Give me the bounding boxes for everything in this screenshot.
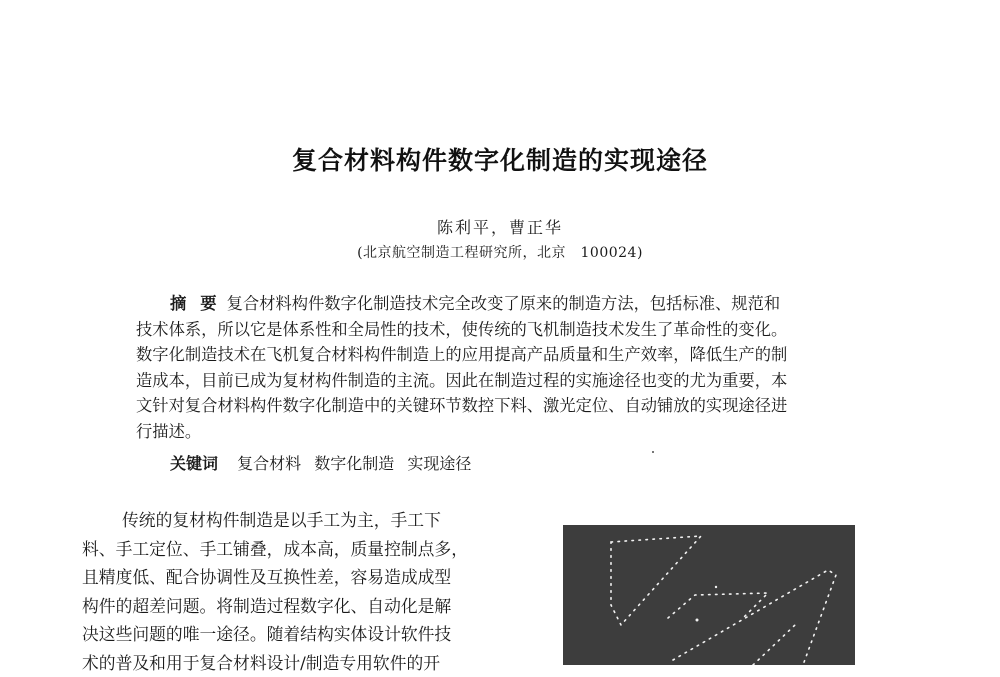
abstract-line-1: 摘要复合材料构件数字化制造技术完全改变了原来的制造方法，包括标准、规范和 <box>136 291 854 317</box>
outline-shape-4 <box>753 625 795 665</box>
body-text <box>82 506 492 677</box>
authors: 陈利平，曹正华 <box>0 215 1000 238</box>
affiliation: (北京航空制造工程研究所，北京 100024) <box>0 242 1000 262</box>
marker-dot <box>696 619 699 622</box>
body-line-2: 料、手工定位、手工铺叠，成本高，质量控制点多， <box>82 535 492 564</box>
body-line-3: 且精度低、配合协调性及互换性差，容易造成成型 <box>82 563 492 592</box>
outline-shape-1 <box>611 536 701 625</box>
keywords <box>170 451 479 474</box>
paper-title: 复合材料构件数字化制造的实现途径 <box>0 141 1000 177</box>
abstract-line-6: 行描述。 <box>136 419 854 445</box>
body-line-5: 决这些问题的唯一途径。随着结构实体设计软件技 <box>82 620 492 649</box>
keywords-label: 关键词 <box>170 454 218 473</box>
abstract-line-3: 数字化制造技术在飞机复合材料构件制造上的应用提高产品质量和生产效率，降低生产的制 <box>136 342 854 368</box>
abstract <box>136 291 854 444</box>
laser-projection-icon <box>563 525 855 665</box>
abstract-line-5: 文针对复合材料构件数字化制造中的关键环节数控下料、激光定位、自动铺放的实现途径进 <box>136 393 854 419</box>
abstract-line-2: 技术体系，所以它是体系性和全局性的技术，使传统的飞机制造技术发生了革命性的变化。 <box>136 317 854 343</box>
body-line-4: 构件的超差问题。将制造过程数字化、自动化是解 <box>82 592 492 621</box>
abstract-label: 摘要 <box>170 294 231 313</box>
keyword-2: 数字化制造 <box>314 454 394 473</box>
marker-dot <box>715 586 717 588</box>
outline-shape-3 <box>673 570 836 665</box>
outline-shape-2 <box>668 593 768 620</box>
scan-speck <box>652 451 654 453</box>
body-line-6: 术的普及和用于复合材料设计/制造专用软件的开 <box>82 649 492 677</box>
keyword-1: 复合材料 <box>237 454 301 473</box>
body-line-1: 传统的复材构件制造是以手工为主，手工下 <box>82 506 492 535</box>
laser-projection-figure <box>563 525 855 665</box>
abstract-line-4: 造成本，目前已成为复材构件制造的主流。因此在制造过程的实施途径也变的尤为重要，本 <box>136 368 854 394</box>
keyword-3: 实现途径 <box>407 454 471 473</box>
